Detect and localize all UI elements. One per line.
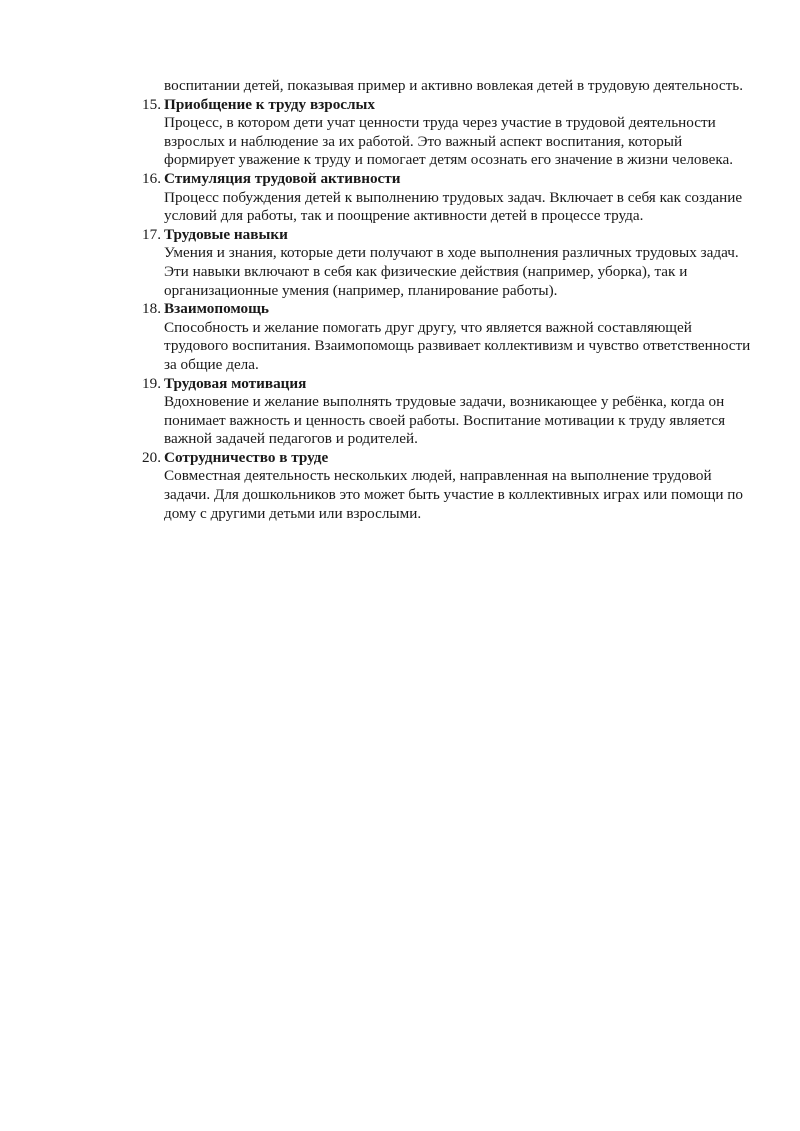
term-title: Трудовые навыки: [164, 225, 288, 243]
term-item: [142, 95, 754, 170]
term-number: 19.: [142, 374, 161, 392]
term-title: Стимуляция трудовой активности: [164, 169, 401, 187]
term-title: Сотрудничество в труде: [164, 448, 329, 466]
continuation-paragraph: воспитании детей, показывая пример и активно вовлекая детей в трудовую деятельность.: [164, 77, 744, 94]
term-description: Способность и желание помогать друг другу, что является важной составляющей трудового воспитания. Взаимопомощь развивает коллективизм и чувство ответственности за общие дела.: [164, 318, 751, 373]
term-description: Процесс побуждения детей к выполнению трудовых задач. Включает в себя как создание условий для работы, так и поощрение активности детей в процессе труда.: [164, 188, 743, 225]
term-number: 15.: [142, 95, 161, 113]
term-item: [142, 374, 754, 449]
term-title: Взаимопомощь: [164, 300, 269, 318]
term-description: Вдохновение и желание выполнять трудовые задачи, возникающее у ребёнка, когда он понимает важность и ценность своей работы. Воспитание мотивации к труду является важной задачей педагогов и родителей.: [164, 393, 726, 448]
term-title: Приобщение к труду взрослых: [164, 95, 376, 113]
term-item: [142, 300, 754, 374]
term-item: [142, 169, 754, 226]
document-content: [142, 77, 754, 523]
term-number: 20.: [142, 448, 161, 466]
term-item: [142, 448, 754, 523]
term-description: Процесс, в котором дети учат ценности труда через участие в трудовой деятельности взрослых и наблюдение за их работой. Это важный аспект воспитания, который формирует уважение к труду и помогает детям осознать его значение в жизни человека.: [164, 114, 734, 169]
term-item: [142, 225, 754, 300]
term-number: 18.: [142, 300, 161, 318]
term-title: Трудовая мотивация: [164, 374, 307, 392]
term-description: Совместная деятельность нескольких людей, направленная на выполнение трудовой задачи. Для дошкольников это может быть участие в коллективных играх или помощи по дому с другими детьми или взрослыми.: [164, 467, 743, 522]
term-description: Умения и знания, которые дети получают в ходе выполнения различных трудовых задач. Эти навыки включают в себя как физические действия (например, уборка), так и организационные умения (например, планирование работы).: [164, 244, 739, 299]
term-number: 17.: [142, 225, 161, 243]
term-number: 16.: [142, 169, 161, 187]
